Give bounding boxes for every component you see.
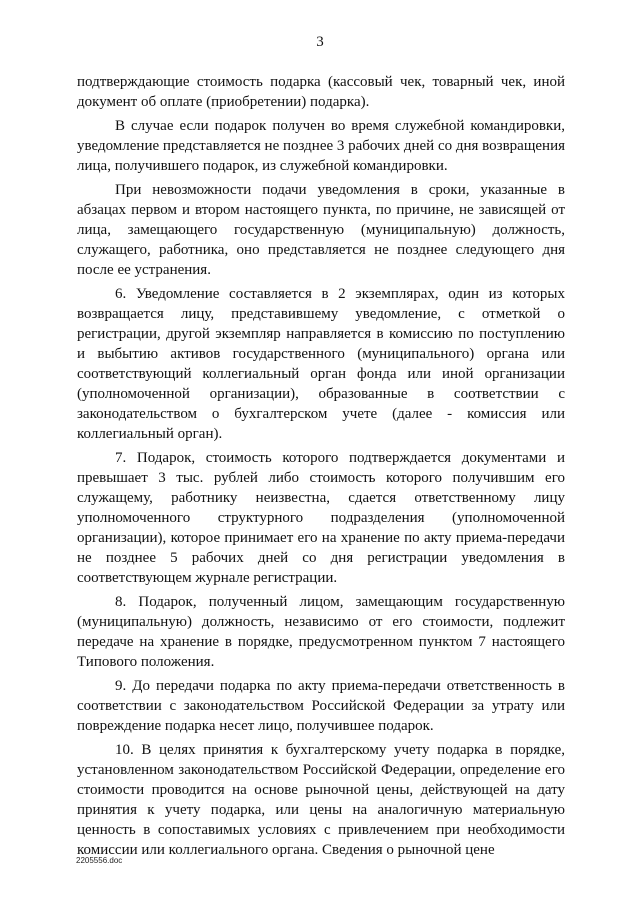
paragraph-item-10: 10. В целях принятия к бухгалтерскому учету подарка в порядке, установленном законодательством Российской Федерации, определение его стоимости проводится на основе рыночной цены, действующей на дату принятия к учету подарка, или цены на аналогичную материальную ценность в сопоставимых условиях с привлечением при необходимости комиссии или коллегиального органа. Сведения о рыночной цене [77, 742, 565, 858]
paragraph-impossibility: При невозможности подачи уведомления в сроки, указанные в абзацах первом и втором настоящего пункта, по причине, не зависящей от лица, замещающего государственную (муниципальную) должность, служащего, работника, оно представляется не позднее следующего дня после ее устранения. [77, 182, 565, 278]
document-body [77, 72, 565, 864]
paragraph-item-6: 6. Уведомление составляется в 2 экземплярах, один из которых возвращается лицу, представившему уведомление, с отметкой о регистрации, другой экземпляр направляется в комиссию по поступлению и выбытию активов государственного (муниципального) органа или соответствующий коллегиальный орган фонда или иной организации (уполномоченной организации), образованные в соответствии с законодательством о бухгалтерском учете (далее - комиссия или коллегиальный орган). [77, 286, 565, 442]
footer-file-code: 2205556.doc [76, 856, 123, 865]
paragraph-item-7: 7. Подарок, стоимость которого подтверждается документами и превышает 3 тыс. рублей либо стоимость которого получившим его служащему, работнику неизвестна, сдается ответственному лицу уполномоченного структурного подразделения (уполномоченной организации), которое принимает его на хранение по акту приема-передачи не позднее 5 рабочих дней со дня регистрации уведомления в соответствующем журнале регистрации. [77, 450, 565, 586]
paragraph-item-9: 9. До передачи подарка по акту приема-передачи ответственность в соответствии с законодательством Российской Федерации за утрату или повреждение подарка несет лицо, получившее подарок. [77, 678, 565, 734]
paragraph-item-8: 8. Подарок, полученный лицом, замещающим государственную (муниципальную) должность, независимо от его стоимости, подлежит передаче на хранение в порядке, предусмотренном пунктом 7 настоящего Типового положения. [77, 594, 565, 670]
paragraph-business-trip: В случае если подарок получен во время служебной командировки, уведомление представляется не позднее 3 рабочих дней со дня возвращения лица, получившего подарок, из служебной командировки. [77, 118, 565, 174]
paragraph-continuation: подтверждающие стоимость подарка (кассовый чек, товарный чек, иной документ об оплате (приобретении) подарка). [77, 74, 565, 110]
page-number: 3 [316, 34, 324, 50]
